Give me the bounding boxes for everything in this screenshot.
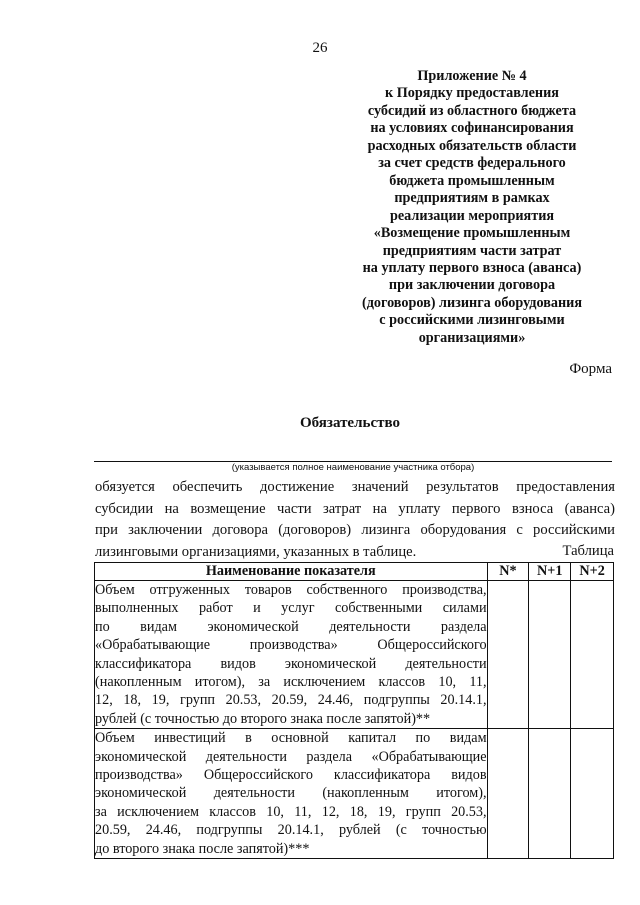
appendix-line: (договоров) лизинга оборудования <box>361 294 582 311</box>
appendix-line: «Возмещение промышленным <box>373 225 571 242</box>
value-cell-n <box>487 581 529 729</box>
value-cell-n-plus-2 <box>571 729 614 859</box>
value-cell-n <box>487 729 529 859</box>
value-cell-n-plus-1 <box>529 729 571 859</box>
appendix-line: предприятиям в рамках <box>394 190 550 207</box>
indicator-text-line: выполненных работ и услуг собственными силами <box>95 600 487 617</box>
indicator-name-cell <box>95 729 488 859</box>
value-cell-n-plus-1 <box>529 581 571 729</box>
indicator-text-line: по видам экономической деятельности раздела <box>95 618 487 635</box>
appendix-line: за счет средств федерального <box>378 155 566 172</box>
obligation-text-line: при заключении договора (договоров) лизинга оборудования с российскими <box>95 522 615 538</box>
value-cell-n-plus-2 <box>571 581 614 729</box>
indicator-text-line: экономической деятельности (накопленным итогом), <box>95 785 487 802</box>
appendix-line: предприятиям части затрат <box>382 242 562 259</box>
appendix-line: субсидий из областного бюджета <box>367 102 577 119</box>
document-title: Обязательство <box>300 415 400 431</box>
obligation-text <box>95 477 615 563</box>
appendix-line: реализации мероприятия <box>389 207 555 224</box>
indicator-text-line: производства» Общероссийского классификатора видов <box>95 767 487 784</box>
participant-name-caption: (указывается полное наименование участника отбора) <box>231 462 475 473</box>
appendix-line: Приложение № 4 <box>417 68 527 84</box>
header-year-n: N* <box>487 563 529 581</box>
appendix-line: на уплату первого взноса (аванса) <box>362 259 582 276</box>
indicator-text-line: Объем инвестиций в основной капитал по видам <box>95 730 487 747</box>
indicator-text-line: до второго знака после запятой)*** <box>95 840 310 857</box>
appendix-line: бюджета промышленным <box>389 172 555 189</box>
table-row <box>95 581 614 729</box>
header-year-n-plus-1: N+1 <box>529 563 571 581</box>
appendix-line: на условиях софинансирования <box>370 120 574 137</box>
indicator-text-line: рублей (с точностью до второго знака после запятой)** <box>95 710 431 727</box>
header-year-n-plus-2: N+2 <box>571 563 614 581</box>
header-indicator-name: Наименование показателя <box>95 563 488 581</box>
obligation-text-line: обязуется обеспечить достижение значений результатов предоставления <box>95 479 615 495</box>
appendix-line: при заключении договора <box>388 277 556 294</box>
obligation-text-line: субсидии на возмещение части затрат на уплату первого взноса (аванса) <box>95 500 615 517</box>
table-label: Таблица <box>562 543 614 559</box>
appendix-line: с российскими лизинговыми <box>379 312 565 329</box>
indicator-text-line: экономической деятельности раздела «Обрабатывающие <box>95 748 487 765</box>
form-label: Форма <box>569 361 612 377</box>
indicator-text-line: 20.59, 24.46, подгруппы 20.14.1, рублей (с точностью <box>95 822 487 839</box>
appendix-line: к Порядку предоставления <box>385 85 559 102</box>
appendix-line: расходных обязательств области <box>367 137 577 154</box>
table-header-row <box>95 563 614 581</box>
appendix-header <box>352 68 592 347</box>
appendix-line: организациями» <box>418 329 526 346</box>
indicator-text-line: «Обрабатывающие производства» Общероссийского <box>95 637 487 654</box>
indicator-text-line: классификатора видов экономической деятельности <box>95 655 487 672</box>
indicators-table <box>94 562 614 859</box>
page-number: 26 <box>312 40 328 56</box>
indicator-text-line: Объем отгруженных товаров собственного производства, <box>95 582 487 598</box>
indicator-text-line: 12, 18, 19, групп 20.53, 20.59, 24.46, подгруппы 20.14.1, <box>95 692 487 709</box>
indicator-text-line: (накопленным итогом), за исключением классов 10, 11, <box>95 674 487 691</box>
indicator-name-cell <box>95 581 488 729</box>
table-row <box>95 729 614 859</box>
indicator-text-line: за исключением классов 10, 11, 12, 18, 19, групп 20.53, <box>95 803 487 820</box>
obligation-text-line: лизинговыми организациями, указанных в таблице. <box>95 543 417 560</box>
